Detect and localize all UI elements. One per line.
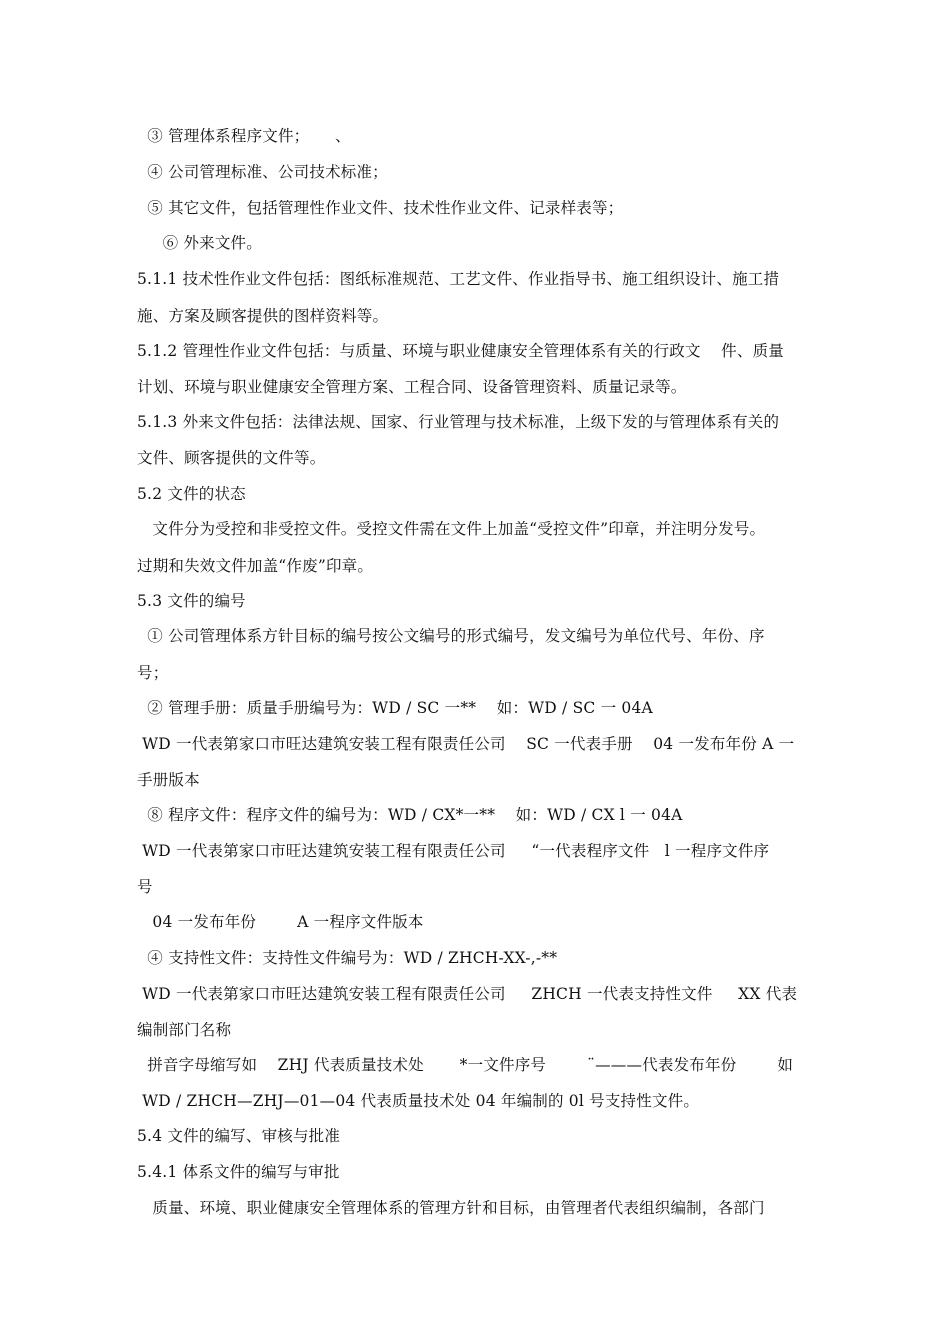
text-line: 文件分为受控和非受控文件。受控文件需在文件上加盖“受控文件”印章，并注明分发号。 — [137, 520, 766, 538]
text-line: ④ 支持性文件：支持性文件编号为：WD / ZHCH-XX-,-** — [137, 949, 558, 967]
text-line: 号； — [137, 664, 169, 682]
text-line: WD 一代表第家口市旺达建筑安装工程有限责任公司 SC 一代表手册 04 一发布年份 A 一 — [137, 735, 795, 753]
text-line: 施、方案及顾客提供的图样资料等。 — [137, 307, 389, 325]
text-line: ④ 公司管理标准、公司技术标准； — [137, 163, 388, 181]
text-line: 04 一发布年份 A 一程序文件版本 — [137, 913, 424, 931]
text-line: 5.1.3 外来文件包括：法律法规、国家、行业管理与技术标准，上级下发的与管理体系有关的 — [137, 413, 780, 431]
text-line: 编制部门名称 — [137, 1021, 232, 1039]
text-line: ① 公司管理体系方针目标的编号按公文编号的形式编号，发文编号为单位代号、年份、序 — [137, 627, 765, 645]
text-line: ② 管理手册：质量手册编号为：WD / SC 一** 如：WD / SC 一 04A — [137, 699, 653, 717]
text-line: WD 一代表第家口市旺达建筑安装工程有限责任公司 ZHCH 一代表支持性文件 XX 代表 — [137, 985, 798, 1003]
text-line: WD 一代表第家口市旺达建筑安装工程有限责任公司 “一代表程序文件 l 一程序文件序 — [137, 842, 770, 860]
text-line: 质量、环境、职业健康安全管理体系的管理方针和目标，由管理者代表组织编制，各部门 — [137, 1199, 765, 1217]
text-line: ⑧ 程序文件：程序文件的编号为：WD / CX*一** 如：WD / CX l 一 04A — [137, 806, 683, 824]
section-heading: 5.3 文件的编号 — [137, 592, 246, 610]
text-line: 手册版本 — [137, 771, 200, 789]
text-line: 过期和失效文件加盖“作废”印章。 — [137, 557, 374, 575]
text-line: 号 — [137, 878, 153, 896]
text-line: ⑥ 外来文件。 — [137, 234, 262, 252]
section-heading: 5.2 文件的状态 — [137, 485, 246, 503]
text-line: ⑤ 其它文件，包括管理性作业文件、技术性作业文件、记录样表等； — [137, 199, 624, 217]
section-heading: 5.4.1 体系文件的编写与审批 — [137, 1163, 340, 1181]
text-line: 5.1.2 管理性作业文件包括：与质量、环境与职业健康安全管理体系有关的行政文 件、质量 — [137, 342, 784, 360]
text-line: 文件、顾客提供的文件等。 — [137, 449, 326, 467]
text-line: WD / ZHCH—ZHJ—01—04 代表质量技术处 04 年编制的 0l 号支持性文件。 — [137, 1092, 700, 1110]
text-line: 拼音字母缩写如 ZHJ 代表质量技术处 *一文件序号 ¨———代表发布年份 如 — [137, 1056, 794, 1074]
text-line: 计划、环境与职业健康安全管理方案、工程合同、设备管理资料、质量记录等。 — [137, 378, 687, 396]
text-line: 5.1.1 技术性作业文件包括：图纸标准规范、工艺文件、作业指导书、施工组织设计、施工措 — [137, 270, 780, 288]
text-line: ③ 管理体系程序文件； 、 — [137, 127, 351, 145]
section-heading: 5.4 文件的编写、审核与批准 — [137, 1127, 341, 1145]
